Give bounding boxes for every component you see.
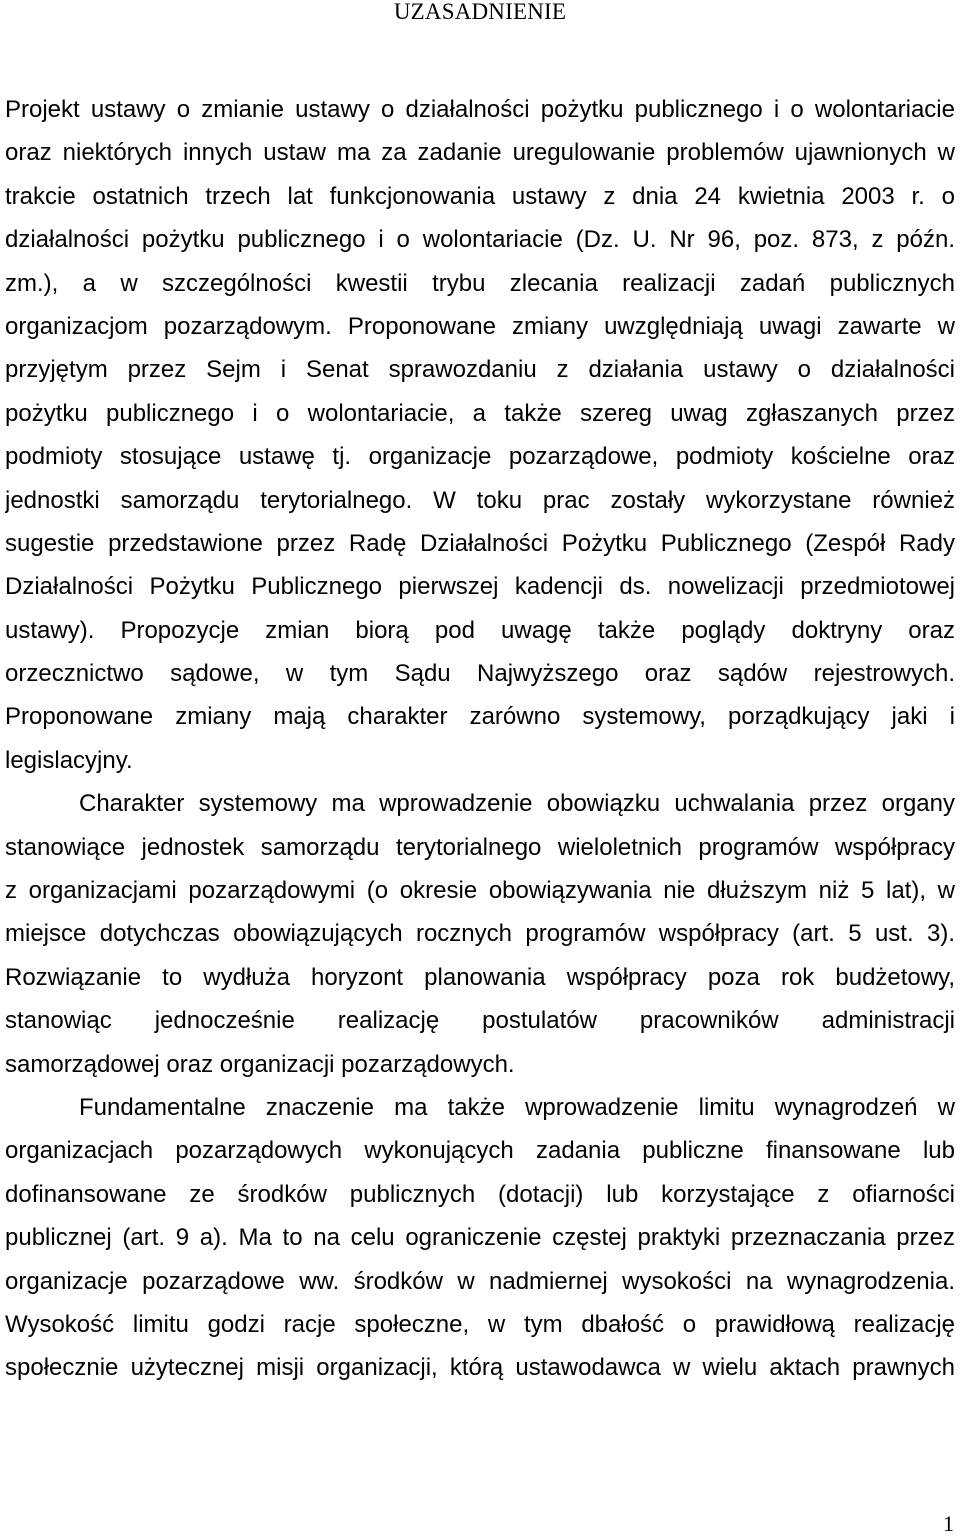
paragraph: [5, 1086, 955, 1390]
text-line: organizacjom pozarządowym. Proponowane zmiany uwzględniają uwagi zawarte w: [5, 312, 955, 340]
text-line: oraz niektórych innych ustaw ma za zadanie uregulowanie problemów ujawnionych w: [5, 139, 955, 167]
text-line: społecznie użytecznej misji organizacji, którą ustawodawca w wielu aktach prawnych: [5, 1354, 955, 1382]
text-line: organizacje pozarządowe ww. środków w nadmiernej wysokości na wynagrodzenia.: [5, 1267, 955, 1295]
text-line: sugestie przedstawione przez Radę Działalności Pożytku Publicznego (Zespół Rady: [5, 529, 955, 557]
text-line: z organizacjami pozarządowymi (o okresie obowiązywania nie dłuższym niż 5 lat), w: [5, 877, 955, 905]
text-line: miejsce dotychczas obowiązujących rocznych programów współpracy (art. 5 ust. 3).: [5, 920, 955, 948]
text-line: dofinansowane ze środków publicznych (dotacji) lub korzystające z ofiarności: [5, 1180, 955, 1208]
paragraph: [5, 782, 955, 1086]
text-line: publicznej (art. 9 a). Ma to na celu ograniczenie częstej praktyki przeznaczania przez: [5, 1224, 955, 1252]
text-line: Proponowane zmiany mają charakter zarówno systemowy, porządkujący jaki i: [5, 703, 955, 731]
text-line: Rozwiązanie to wydłuża horyzont planowania współpracy poza rok budżetowy,: [5, 963, 955, 991]
paragraph: [5, 88, 955, 782]
text-line: stanowiąc jednocześnie realizację postulatów pracowników administracji: [5, 1007, 955, 1035]
text-line: zm.), a w szczególności kwestii trybu zlecania realizacji zadań publicznych: [5, 269, 955, 297]
text-line: Fundamentalne znaczenie ma także wprowadzenie limitu wynagrodzeń w: [79, 1093, 955, 1121]
text-line: Charakter systemowy ma wprowadzenie obowiązku uchwalania przez organy: [79, 790, 955, 818]
document-title: UZASADNIENIE: [393, 0, 567, 24]
text-line: działalności pożytku publicznego i o wolontariacie (Dz. U. Nr 96, poz. 873, z późn.: [5, 226, 955, 254]
text-line: Projekt ustawy o zmianie ustawy o działalności pożytku publicznego i o wolontariacie: [5, 96, 955, 123]
page-number: 1: [943, 1511, 954, 1536]
text-line: organizacjach pozarządowych wykonujących zadania publiczne finansowane lub: [5, 1137, 955, 1165]
text-line: Wysokość limitu godzi racje społeczne, w tym dbałość o prawidłową realizację: [5, 1310, 955, 1338]
text-line: ustawy). Propozycje zmian biorą pod uwagę także poglądy doktryny oraz: [5, 616, 955, 644]
text-line: przyjętym przez Sejm i Senat sprawozdaniu z działania ustawy o działalności: [5, 356, 955, 384]
text-line: jednostki samorządu terytorialnego. W toku prac zostały wykorzystane również: [5, 486, 955, 514]
text-line: legislacyjny.: [5, 746, 133, 774]
text-line: pożytku publicznego i o wolontariacie, a także szereg uwag zgłaszanych przez: [5, 399, 955, 427]
text-line: Działalności Pożytku Publicznego pierwszej kadencji ds. nowelizacji przedmiotowej: [5, 573, 955, 601]
text-line: trakcie ostatnich trzech lat funkcjonowania ustawy z dnia 24 kwietnia 2003 r. o: [5, 182, 955, 210]
text-line: samorządowej oraz organizacji pozarządowych.: [5, 1050, 515, 1078]
text-line: stanowiące jednostek samorządu terytorialnego wieloletnich programów współpracy: [5, 833, 955, 861]
document-body: [5, 88, 955, 1390]
text-line: podmioty stosujące ustawę tj. organizacje pozarządowe, podmioty kościelne oraz: [5, 443, 955, 471]
text-line: orzecznictwo sądowe, w tym Sądu Najwyższego oraz sądów rejestrowych.: [5, 660, 955, 688]
